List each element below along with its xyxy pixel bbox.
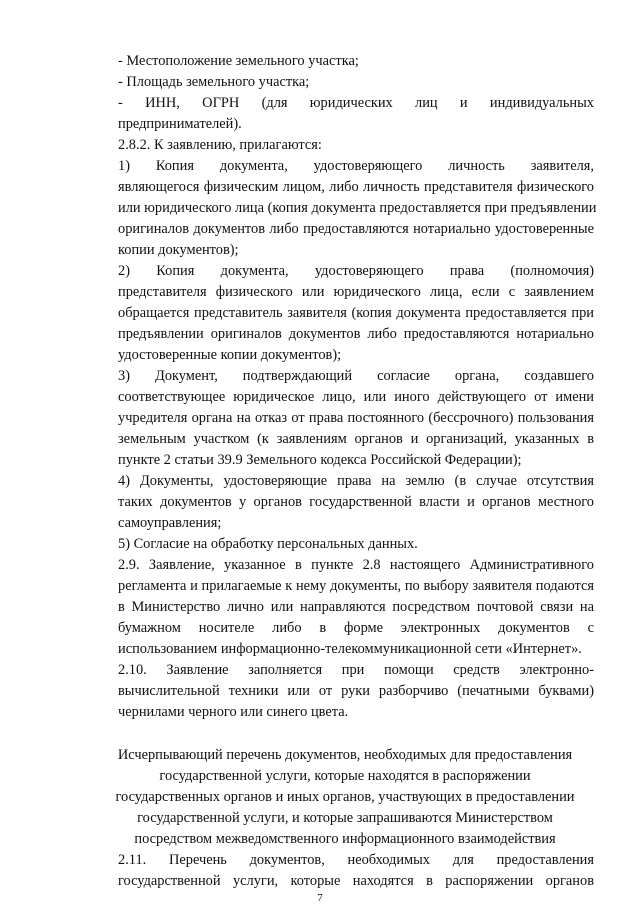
text-line: предпринимателей). [118, 116, 242, 132]
text-line: государственной услуги, которые находятся в распоряжении органов [118, 873, 594, 889]
text-line: 3) Документ, подтверждающий согласие органа, создавшего [118, 368, 594, 384]
text-line: 1) Копия документа, удостоверяющего личность заявителя, [118, 158, 594, 174]
text-line: в Министерство лично или направляются посредством почтовой связи на [118, 599, 594, 615]
text-line: чернилами черного или синего цвета. [118, 704, 349, 720]
text-line: представителя физического или юридического лица, если с заявлением [118, 284, 594, 300]
text-line: удостоверенные копии документов); [118, 347, 342, 363]
text-line: земельным участком (к заявлениям органов и организаций, указанных в [118, 431, 594, 447]
text-line: бумажном носителе либо в форме электронных документов с [118, 620, 594, 636]
section-heading-line: посредством межведомственного информационного взаимодействия [134, 831, 556, 847]
text-line: вычислительной техники или от руки разборчиво (печатными буквами) [118, 683, 594, 699]
text-line: 5) Согласие на обработку персональных данных. [118, 536, 418, 552]
text-line: регламента и прилагаемые к нему документы, по выбору заявителя подаются [118, 578, 594, 594]
text-line: самоуправления; [118, 515, 222, 531]
text-line: - ИНН, ОГРН (для юридических лиц и индивидуальных [118, 95, 594, 111]
text-line: 2.9. Заявление, указанное в пункте 2.8 настоящего Административного [118, 557, 594, 573]
page-number: 7 [317, 892, 323, 904]
text-line: учредителя органа на отказ от права постоянного (бессрочного) пользования [118, 410, 594, 426]
text-line: таких документов у органов государственной власти и органов местного [118, 494, 594, 510]
text-line: 2.10. Заявление заполняется при помощи средств электронно- [118, 662, 594, 678]
text-line: или юридического лица (копия документа предоставляется при предъявлении [118, 200, 597, 216]
text-line: 2.11. Перечень документов, необходимых для предоставления [118, 852, 594, 868]
section-heading-line: государственной услуги, которые находятся в распоряжении [159, 768, 531, 784]
text-line: 4) Документы, удостоверяющие права на землю (в случае отсутствия [118, 473, 594, 489]
text-line: являющегося физическим лицом, либо личность представителя физического [118, 179, 594, 195]
text-line: оригиналов документов либо предоставляются нотариально удостоверенные [118, 221, 594, 237]
text-line: - Местоположение земельного участка; [118, 53, 359, 69]
text-line: предъявлении оригиналов документов либо предоставляются нотариально [118, 326, 594, 342]
section-heading-line: государственной услуги, и которые запрашиваются Министерством [137, 810, 553, 826]
section-heading-line: государственных органов и иных органов, участвующих в предоставлении [115, 789, 575, 805]
text-line: соответствующее юридическое лицо, или иного действующего от имени [118, 389, 594, 405]
text-line: 2) Копия документа, удостоверяющего права (полномочия) [118, 263, 594, 279]
text-line: 2.8.2. К заявлению, прилагаются: [118, 137, 322, 153]
text-line: - Площадь земельного участка; [118, 74, 310, 90]
text-line: пункте 2 статьи 39.9 Земельного кодекса Российской Федерации); [118, 452, 522, 468]
text-line: копии документов); [118, 242, 239, 258]
section-heading-line: Исчерпывающий перечень документов, необходимых для предоставления [117, 747, 573, 763]
text-line: использованием информационно-телекоммуникационной сети «Интернет». [118, 641, 582, 657]
text-line: обращается представитель заявителя (копия документа предоставляется при [118, 305, 594, 321]
